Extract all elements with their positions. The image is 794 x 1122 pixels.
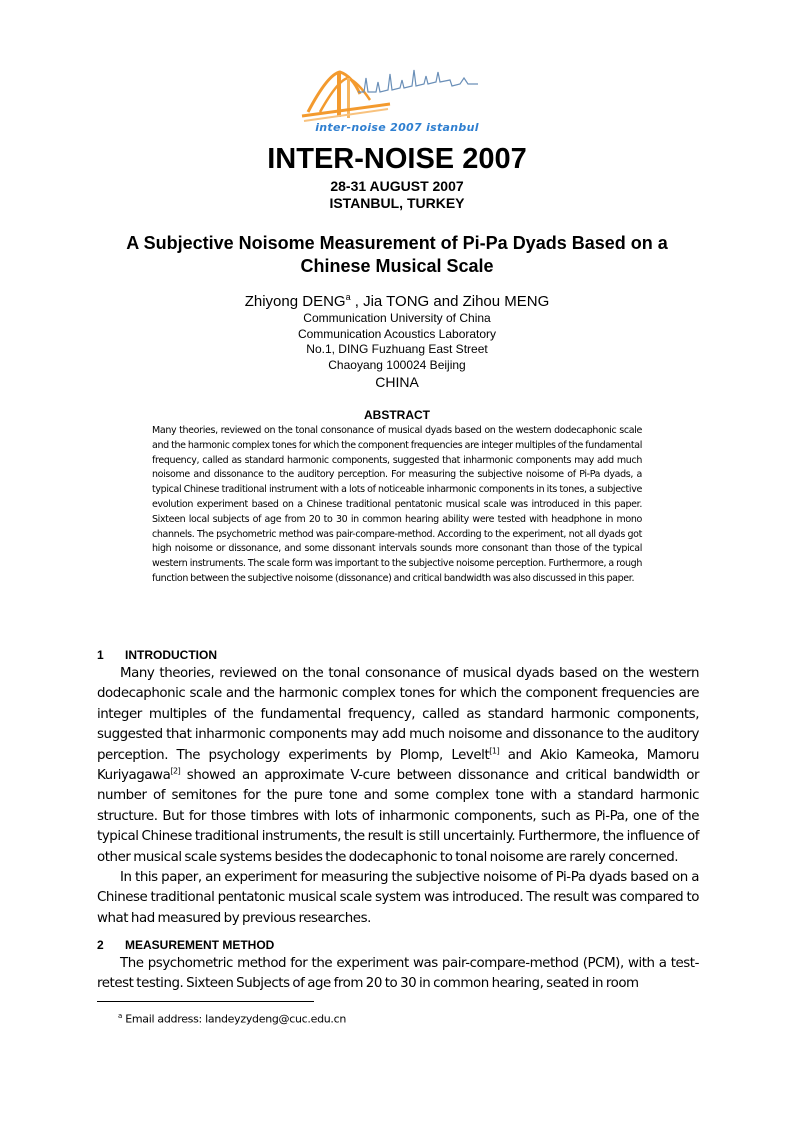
conference-date: 28-31 AUGUST 2007 (330, 178, 464, 194)
section-body (97, 664, 699, 929)
section-title: INTRODUCTION (125, 648, 217, 662)
section-heading (97, 648, 217, 662)
section-body (97, 954, 699, 995)
author-line (0, 292, 794, 310)
affiliation-line: Communication University of China (303, 311, 491, 325)
section-number: 2 (97, 938, 104, 952)
paper-title: A Subjective Noisome Measurement of Pi-Pa Dyads Based on a Chinese Musical Scale (126, 233, 668, 276)
affiliation-block (0, 311, 794, 391)
footnote-marker: a (118, 1012, 122, 1020)
affiliation-line: Chaoyang 100024 Beijing (328, 357, 466, 372)
section-number: 1 (97, 648, 104, 662)
affiliation-line: Communication Acoustics Laboratory (297, 326, 497, 341)
footnote-marker: a (345, 292, 351, 302)
conference-location: ISTANBUL, TURKEY (329, 195, 465, 211)
paragraph: In this paper, an experiment for measuring the subjective noisome of Pi-Pa dyads based on a Chinese traditional pentatonic musical scale system was introduced. The result was compared to what had measured by previous researches. (97, 870, 699, 926)
footnote-text: Email address: landeyzydeng@cuc.edu.cn (122, 1012, 347, 1026)
logo-text: inter-noise 2007 istanbul (315, 121, 479, 134)
co-authors: , Jia TONG and Zihou MENG (350, 293, 550, 310)
section-title: MEASUREMENT METHOD (125, 938, 275, 952)
footnote (118, 1012, 346, 1026)
paragraph: The psychometric method for the experiment was pair-compare-method (PCM), with a test-retest testing. Sixteen Subjects of age from 20 to 30 in common hearing, seated in room (97, 956, 699, 992)
affiliation-country: CHINA (375, 374, 419, 391)
conference-title: INTER-NOISE 2007 (267, 143, 527, 175)
abstract-text: Many theories, reviewed on the tonal consonance of musical dyads based on the western dodecaphonic scale and the harmonic complex tones for which the component frequencies are integer multiples of the fundamental frequency, called as standard harmonic components, suggested that inharmonic components may add much noisome and dissonance to the auditory perception. For measuring the subjective noisome of Pi-Pa dyads, a typical Chinese traditional instrument with a lots of noticeable inharmonic components in its tones, a subjective evolution experiment based on a Chinese traditional pentatonic musical scale was introduced in this paper. Sixteen local subjects of age from 20 to 30 in common hearing ability were tested with headphone in mono channels. The psychometric method was pair-compare-method. According to the experiment, not all dyads got high noisome or dissonance, and some dissonant intervals sounds more consonant than those of the typical western instruments. The scale form was important to the subjective noisome perception. Furthermore, a rough function between the subjective noisome (dissonance) and critical bandwidth was also discussed in this paper. (152, 425, 642, 584)
citation: [2] (170, 766, 181, 776)
paragraph: Many theories, reviewed on the tonal consonance of musical dyads based on the western dodecaphonic scale and the harmonic complex tones for which the component frequencies are integer multiples of the fundamental frequency, called as standard harmonic components, suggested that inharmonic components may add much noisome and dissonance to the auditory perception. The psychology experiments by Plomp, Levelt[1] and Akio Kameoka, Mamoru Kuriyagawa[2] showed an approximate V-cure between dissonance and critical bandwidth or number of semitones for the pure tone and some complex tone with a standard harmonic structure. But for those timbres with lots of inharmonic components, such as Pi-Pa, one of the typical Chinese traditional instruments, the result is still uncertainly. Furthermore, the influence of other musical scale systems besides the dodecaphonic to tonal noisome are rarely concerned. (97, 666, 699, 865)
section-heading (97, 938, 274, 952)
skyline-icon (358, 70, 478, 92)
footnote-divider (97, 1001, 314, 1002)
affiliation-line: No.1, DING Fuzhuang East Street (306, 342, 488, 357)
bridge-icon (302, 72, 390, 121)
abstract-heading: ABSTRACT (364, 408, 430, 422)
citation: [1] (489, 746, 500, 756)
author-name: Zhiyong DENG (244, 293, 346, 310)
